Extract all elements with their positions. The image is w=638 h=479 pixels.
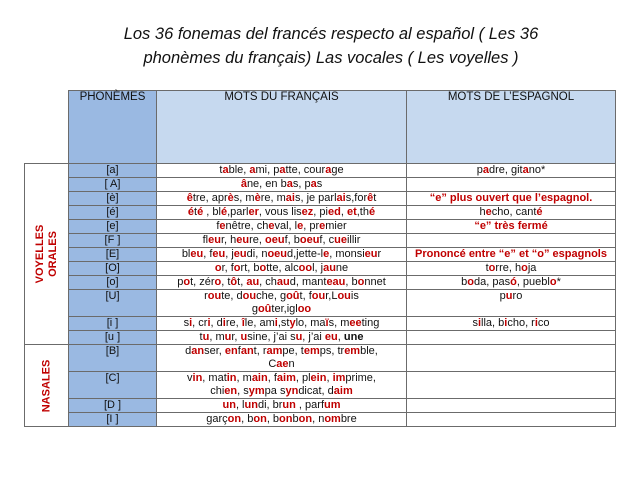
spanish-words-cell: silla, bicho, rico [407,317,616,331]
table-row [25,206,616,220]
french-words-cell: âne, en bas, pas [157,178,407,192]
phoneme-cell: [e] [69,220,157,234]
side-label-orales [25,164,69,345]
table-row [25,290,616,317]
table-row [25,262,616,276]
slide-title [72,22,590,70]
spanish-words-cell: “e” très fermé [407,220,616,234]
phoneme-cell: [I ] [69,413,157,427]
spanish-words-cell [407,345,616,372]
french-words-cell: tu, mur, usine, j’ai su, j’ai eu, une [157,331,407,345]
phoneme-cell: [ A] [69,178,157,192]
spanish-words-cell: puro [407,290,616,317]
spanish-words-cell [407,331,616,345]
french-words-cell: vin, matin, main, faim, plein, imprime, chien, sympa syndicat, daim [157,372,407,399]
spanish-words-cell: “e” plus ouvert que l’espagnol. [407,192,616,206]
phoneme-cell: [F ] [69,234,157,248]
spanish-words-cell [407,413,616,427]
french-words-cell: danser, enfant, rampe, temps, tremble, Caen [157,345,407,372]
phoneme-cell: [o] [69,276,157,290]
label-nasales: NASALES [40,359,52,412]
table-row [25,192,616,206]
spanish-words-cell [407,399,616,413]
table-row [25,234,616,248]
french-words-cell: fleur, heure, oeuf, boeuf, cueillir [157,234,407,248]
label-voyelles-orales: VOYELLES ORALES [33,224,59,284]
header-mots-francais: MOTS DU FRANÇAIS [157,91,407,164]
table-header-row [25,91,616,164]
table-row [25,276,616,290]
phoneme-cell: [E] [69,248,157,262]
spanish-words-cell [407,178,616,192]
phoneme-cell: [C] [69,372,157,399]
table-row [25,248,616,262]
spanish-words-cell: Prononcé entre “e” et “o” espagnols [407,248,616,262]
phoneme-cell: [D ] [69,399,157,413]
phoneme-cell: [B] [69,345,157,372]
french-words-cell: or, fort, botte, alcool, jaune [157,262,407,276]
header-blank-cell [25,91,69,164]
table-row [25,164,616,178]
table-row [25,317,616,331]
table-row [25,372,616,399]
phonemes-table [24,90,616,427]
phoneme-cell: [O] [69,262,157,276]
french-words-cell: être, après, mère, mais, je parlais,forêt [157,192,407,206]
phoneme-cell: [é] [69,206,157,220]
spanish-words-cell: boda, pasó, pueblo* [407,276,616,290]
table-row [25,331,616,345]
table-row [25,413,616,427]
table-row [25,399,616,413]
french-words-cell: bleu, feu, jeudi, noeud,jette-le, monsieur [157,248,407,262]
table-row [25,345,616,372]
french-words-cell: route, douche, goût, four,Louis goûter,igloo [157,290,407,317]
french-words-cell: été , blé,parler, vous lisez, pied, et,thé [157,206,407,220]
header-phonemes: PHONÈMES [69,91,157,164]
french-words-cell: un, lundi, brun , parfum [157,399,407,413]
side-label-nasales [25,345,69,427]
title-line-1: Los 36 fonemas del francés respecto al español ( Les 36 [123,25,539,43]
table-row [25,220,616,234]
phoneme-cell: [i ] [69,317,157,331]
french-words-cell: table, ami, patte, courage [157,164,407,178]
header-mots-espagnol: MOTS DE L’ESPAGNOL [407,91,616,164]
phoneme-cell: [u ] [69,331,157,345]
spanish-words-cell: torre, hoja [407,262,616,276]
spanish-words-cell: padre, gitano* [407,164,616,178]
title-line-2: phonèmes du français) Las vocales ( Les voyelles ) [143,49,519,67]
table-row [25,178,616,192]
french-words-cell: pot, zéro, tôt, au, chaud, manteau, bonnet [157,276,407,290]
spanish-words-cell: hecho, canté [407,206,616,220]
spanish-words-cell [407,234,616,248]
french-words-cell: fenêtre, cheval, le, premier [157,220,407,234]
spanish-words-cell [407,372,616,399]
french-words-cell: garçon, bon, bonbon, nombre [157,413,407,427]
phoneme-cell: [U] [69,290,157,317]
french-words-cell: si, cri, dire, île, ami,stylo, maïs, meeting [157,317,407,331]
phoneme-cell: [è] [69,192,157,206]
phoneme-cell: [a] [69,164,157,178]
